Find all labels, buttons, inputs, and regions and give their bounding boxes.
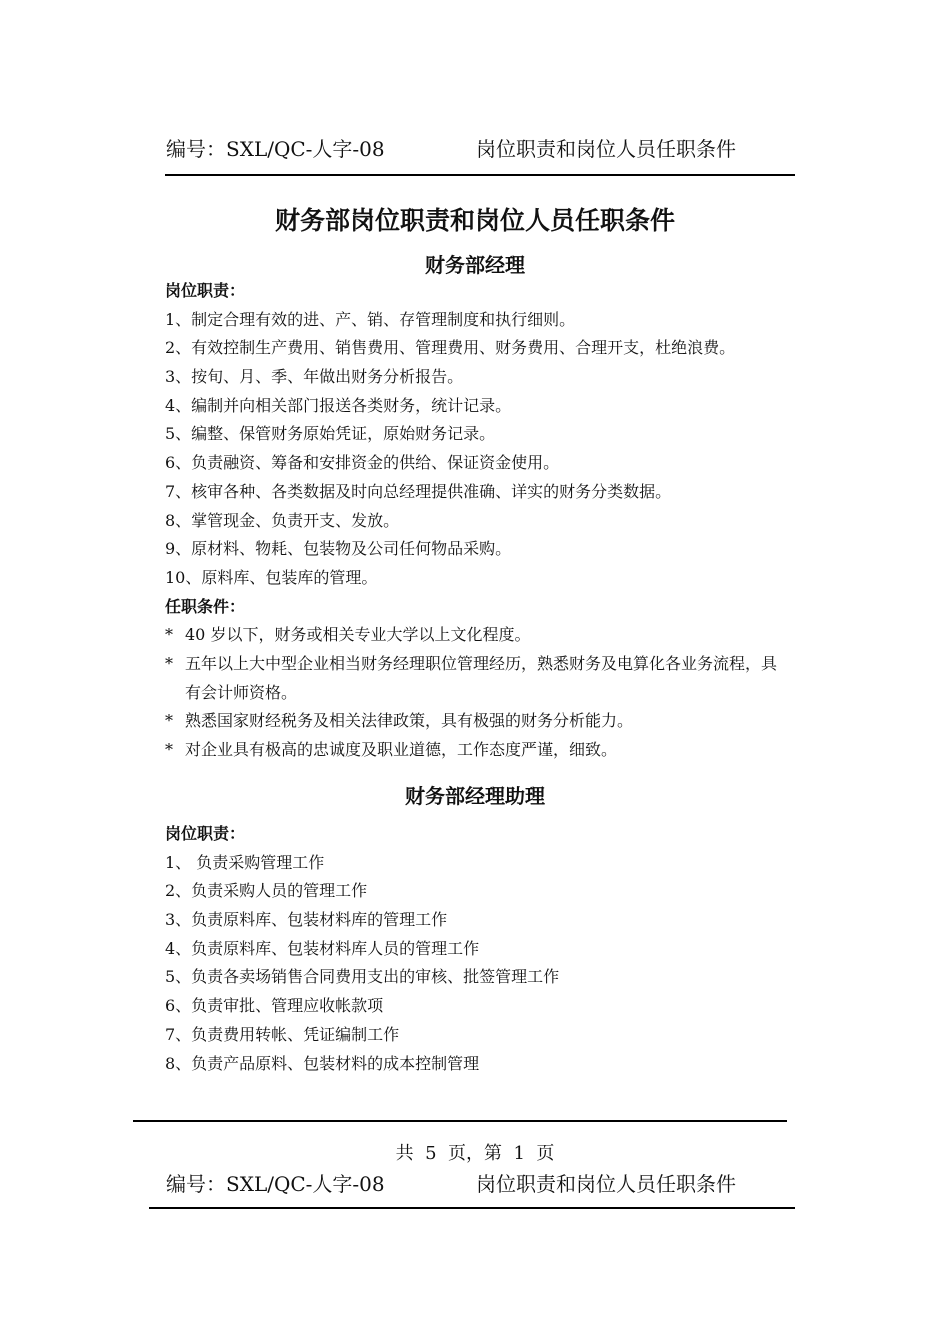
bullet-mark: * [165,625,173,645]
duty-item: 5、编整、保管财务原始凭证，原始财务记录。 [165,424,496,444]
duty-item: 4、负责原料库、包装材料库人员的管理工作 [165,938,480,958]
requirement-item [165,621,805,650]
duty-item: 9、原材料、物耗、包装物及公司任何物品采购。 [165,539,512,559]
section-manager [165,277,805,765]
duty-item: 7、核审各种、各类数据及时向总经理提供准确、详实的财务分类数据。 [165,481,672,501]
requirement-text: 对企业具有极高的忠诚度及职业道德，工作态度严谨，细致。 [185,740,618,760]
duty-item: 2、有效控制生产费用、销售费用、管理费用、财务费用、合理开支，杜绝浪费。 [165,338,736,358]
duty-item: 8、掌管现金、负责开支、发放。 [165,510,400,530]
footer-title: 岗位职责和岗位人员任职条件 [476,1172,736,1196]
duty-item: 10、原料库、包装库的管理。 [165,567,378,587]
duty-item: 1、 负责采购管理工作 [165,852,325,872]
requirement-item [165,650,805,707]
requirement-item [165,707,805,736]
duty-item: 8、负责产品原料、包装材料的成本控制管理 [165,1053,480,1073]
duty-item: 6、负责审批、管理应收帐款项 [165,996,384,1016]
duty-item: 4、编制并向相关部门报送各类财务，统计记录。 [165,395,512,415]
document-code: 编号：SXL/QC-人字-08 [166,137,385,161]
requirement-item [165,736,805,765]
duty-item: 5、负责各卖场销售合同费用支出的审核、批签管理工作 [165,967,560,987]
duties-label: 岗位职责： [165,824,246,843]
requirement-text: 五年以上大中型企业相当财务经理职位管理经历，熟悉财务及电算化各业务流程，具有会计师资格。 [185,653,778,702]
page-number: 共 5 页，第 1 页 [395,1143,555,1164]
footer-rule [133,1120,787,1122]
section-assistant [165,820,805,1078]
requirements-label: 任职条件： [165,596,246,616]
header-rule [165,174,795,176]
duty-item: 3、负责原料库、包装材料库的管理工作 [165,910,448,930]
duty-item: 6、负责融资、筹备和安排资金的供给、保证资金使用。 [165,453,560,473]
duty-item: 3、按旬、月、季、年做出财务分析报告。 [165,367,464,387]
bullet-mark: * [165,740,173,760]
duty-item: 7、负责费用转帐、凭证编制工作 [165,1024,400,1044]
duty-item: 2、负责采购人员的管理工作 [165,881,368,901]
footer-document-code: 编号：SXL/QC-人字-08 [166,1172,385,1196]
bullet-mark: * [165,711,173,731]
document-title: 财务部岗位职责和岗位人员任职条件 [274,206,675,235]
requirement-text: 熟悉国家财经税务及相关法律政策，具有极强的财务分析能力。 [185,711,634,731]
requirement-text: 40 岁以下，财务或相关专业大学以上文化程度。 [185,625,531,645]
header-title: 岗位职责和岗位人员任职条件 [476,137,736,161]
bullet-mark: * [165,653,173,673]
section-heading-assistant: 财务部经理助理 [405,784,545,808]
footer-bottom-rule [149,1207,795,1209]
duty-item: 1、制定合理有效的进、产、销、存管理制度和执行细则。 [165,309,576,329]
section-heading-manager: 财务部经理 [425,253,525,277]
duties-label: 岗位职责： [165,281,246,300]
